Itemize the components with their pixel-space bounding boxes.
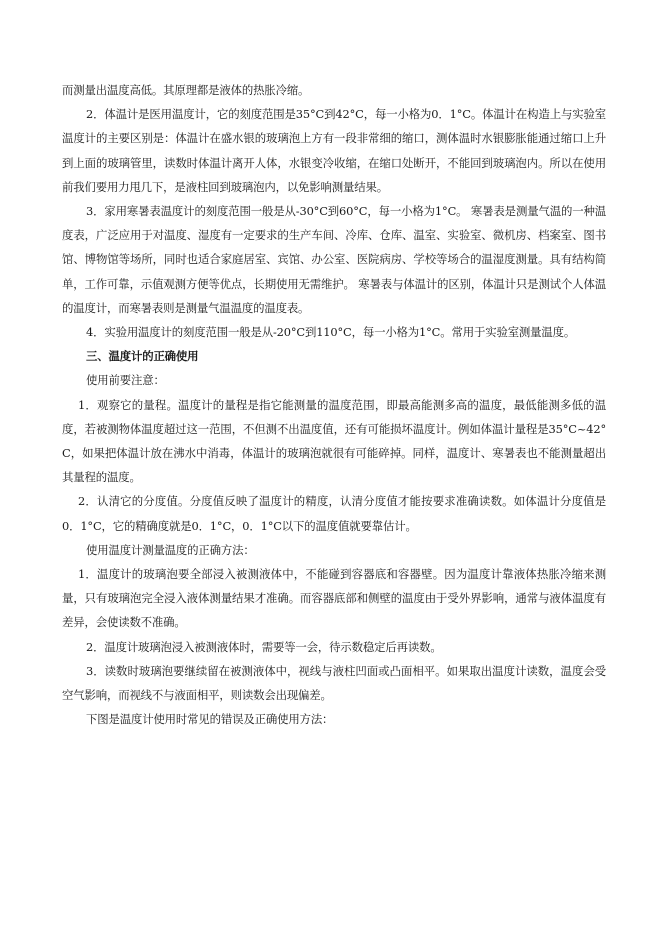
- document-body: [62, 78, 606, 731]
- paragraph-lab-thermometer: 4．实验用温度计的刻度范围一般是从-20°C到110°C，每一小格为1°C。常用于实验室测量温度。: [86, 325, 576, 340]
- paragraph-intro-tail: 而测量出温度高低。其原理都是液体的热胀冷缩。: [62, 83, 310, 97]
- paragraph-method-step-1: 1．温度计的玻璃泡要全部浸入被测液体中，不能碰到容器底和容器壁。因为温度计靠液体热胀冷缩来测量，只有玻璃泡完全浸入液体测量结果才准确。而容器底部和侧壁的温度由于受外界影响，通常与液体温度有差异，会使读数不准确。: [62, 567, 606, 630]
- paragraph-before-use: 使用前要注意：: [86, 373, 165, 388]
- paragraph-clinical-thermometer: 2．体温计是医用温度计，它的刻度范围是35°C到42°C，每一小格为0．1°C。体温计在构造上与实验室温度计的主要区别是：体温计在盛水银的玻璃泡上方有一段非常细的缩口，测体温时水银膨胀能通过缩口上升到上面的玻璃管里，读数时体温计离开人体，水银变冷收缩，在缩口处断开，不能回到玻璃泡内。所以在使用前我们要用力甩几下，是液柱回到玻璃泡内，以免影响测量结果。: [62, 107, 606, 194]
- paragraph-correct-method: 使用温度计测量温度的正确方法：: [86, 542, 255, 557]
- paragraph-method-step-3: 3．读数时玻璃泡要继续留在被测液体中，视线与液柱凹面或凸面相平。如果取出温度计读数，温度会受空气影响，而视线不与液面相平，则读数会出现偏差。: [62, 663, 606, 703]
- paragraph-figure-caption: 下图是温度计使用时常见的错误及正确使用方法：: [86, 712, 334, 727]
- paragraph-observe-range: 1．观察它的量程。温度计的量程是指它能测量的温度范围，即最高能测多高的温度，最低能测多低的温度，若被测物体温度超过这一范围，不但测不出温度值，还有可能损坏温度计。例如体温计量程是35°C~42°C，如果把体温计放在沸水中消毒，体温计的玻璃泡就很有可能碎掉。同样，温度计、寒暑表也不能测量超出其量程的温度。: [62, 397, 606, 485]
- paragraph-division-value: 2．认清它的分度值。分度值反映了温度计的精度，认清分度值才能按要求准确读数。如体温计分度值是0．1°C，它的精确度就是0．1°C，0．1°C以下的温度值就要靠估计。: [62, 494, 606, 533]
- section-heading-correct-use: 三、温度计的正确使用: [86, 349, 199, 364]
- paragraph-method-step-2: 2．温度计玻璃泡浸入被测液体时，需要等一会，待示数稳定后再读数。: [86, 639, 442, 654]
- paragraph-household-thermometer: 3．家用寒暑表温度计的刻度范围一般是从-30°C到60°C，每一小格为1°C。 寒暑表是测量气温的一种温度表，广泛应用于对温度、湿度有一定要求的生产车间、冷库、仓库、温室、实验室、微机房、档案室、图书馆、博物馆等场所，同时也适合家庭居室、宾馆、办公室、医院病房、学校等场合的温湿度测量。具有结构简单，工作可靠，示值观测方便等优点，长期使用无需维护。 寒暑表与体温计的区别，体温计只是测试个人体温的温度计，而寒暑表则是测量气温温度的温度表。: [62, 204, 606, 315]
